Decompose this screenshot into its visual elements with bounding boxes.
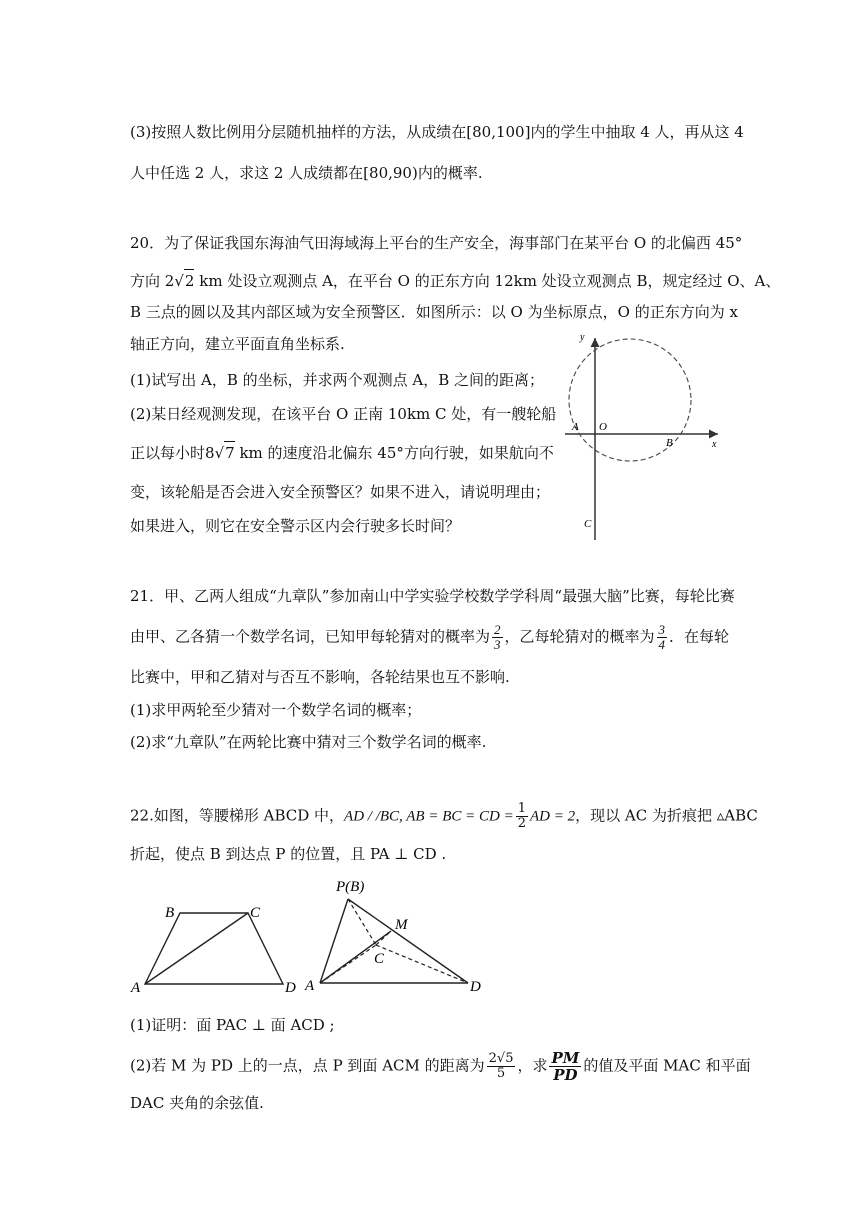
text: ，乙每轮猜对的概率为 (504, 627, 655, 646)
coordinate-figure (560, 330, 730, 545)
point-a-label: A (572, 421, 579, 433)
q20-line2 (130, 269, 780, 292)
vertex-c-label: C (250, 905, 261, 921)
text: 正以每小时 (130, 444, 206, 462)
text: km 处设立观测点 A，在平台 O 的正东方向 12km 处设立观测点 B，规定经过 O、A、 (199, 272, 781, 290)
text: 内的学生中抽取 4 人，再从这 4 (530, 123, 744, 141)
denominator: 4 (658, 637, 666, 652)
interval-80-100: [80,100] (466, 123, 531, 141)
q20-line5: (1)试写出 A，B 的坐标，并求两个观测点 A，B 之间的距离； (130, 371, 545, 389)
q20-line1: 20．为了保证我国东海油气田海域海上平台的生产安全，海事部门在某平台 O 的北偏西 45° (130, 234, 743, 252)
q20-line8: 变，该轮船是否会进入安全预警区？如果不进入，请说明理由； (130, 483, 551, 501)
radicand: 2 (184, 269, 195, 292)
point-o-label: O (599, 421, 607, 433)
vertex-a-label: A (305, 978, 315, 994)
vertex-d-label: D (470, 979, 481, 995)
q20-line6: (2)某日经观测发现，在该平台 O 正南 10km C 处，有一艘轮船 (130, 405, 557, 423)
q22-line1 (130, 802, 758, 831)
q22-line2: 折起，使点 B 到达点 P 的位置，且 PA ⊥ CD . (130, 845, 447, 863)
text: km 的速度沿北偏东 45°方向行驶，如果航向不 (239, 444, 554, 462)
fraction-2sqrt5-5 (487, 1052, 516, 1081)
text: ，求 (517, 1056, 548, 1075)
vertex-b-label: B (165, 905, 175, 921)
numerator: PM (551, 1049, 580, 1067)
q21-line5: (2)求“九章队”在两轮比赛中猜对三个数学名词的概率. (130, 733, 487, 751)
text: 内的概率. (417, 164, 483, 182)
segment-cm (376, 931, 391, 945)
text: ．在每轮 (669, 627, 730, 646)
interval-80-90: [80,90) (363, 164, 418, 182)
q19-part3-line1 (130, 121, 744, 143)
vertex-c-label: C (374, 951, 385, 967)
vertex-p-label: P(B) (336, 879, 365, 895)
q20-line4: 轴正方向，建立平面直角坐标系. (130, 335, 345, 353)
edge-pd (348, 899, 468, 983)
edge-pa (320, 899, 348, 983)
sqrt-sign: √ (214, 444, 225, 462)
text: (2)若 M 为 PD 上的一点，点 P 到面 ACM 的距离为 (130, 1056, 485, 1075)
trapezoid-figure (128, 898, 303, 996)
denominator: 3 (494, 637, 501, 652)
radicand: 7 (224, 441, 235, 464)
vertex-m-label: M (395, 917, 408, 933)
pyramid-figure (300, 875, 495, 995)
q20-line7 (130, 441, 554, 464)
denominator: 2 (517, 816, 526, 831)
denominator: 5 (496, 1066, 506, 1081)
vertex-a-label: A (131, 980, 141, 996)
fraction-pm-pd (549, 1050, 581, 1083)
text: 人中任选 2 人，求这 2 人成绩都在 (130, 164, 364, 182)
q22-line5: DAC 夹角的余弦值. (130, 1094, 264, 1112)
edge-ac (320, 945, 376, 983)
fraction-1-2 (516, 802, 528, 831)
coefficient: 2 (164, 272, 175, 290)
sqrt-sign: √ (174, 272, 184, 290)
q22-line3: (1)证明：面 PAC ⊥ 面 ACD ; (130, 1016, 335, 1034)
vertex-d-label: D (285, 980, 296, 996)
x-axis-label: x (712, 439, 717, 450)
math-expression: AD = 2 (530, 808, 576, 825)
math-expression: AD / /BC, AB = BC = CD = (344, 808, 514, 825)
denominator: PD (553, 1066, 578, 1084)
q21-line2 (130, 623, 729, 652)
text: 由甲、乙各猜一个数学名词，已知甲每轮猜对的概率为 (130, 627, 491, 646)
trapezoid-abcd (145, 913, 283, 984)
text: 的值及平面 MAC 和平面 (583, 1056, 751, 1075)
diagonal-ac (145, 913, 248, 984)
text: (3)按照人数比例用分层随机抽样的方法，从成绩在 (130, 123, 467, 141)
q20-line3: B 三点的圆以及其内部区域为安全预警区．如图所示：以 O 为坐标原点，O 的正东方向为 x (130, 303, 738, 321)
coefficient: 8 (205, 444, 215, 462)
text: ，现以 AC 为折痕把 ▵ABC (575, 806, 758, 825)
q21-line3: 比赛中，甲和乙猜对与否互不影响，各轮结果也互不影响. (130, 668, 510, 686)
edge-pc (348, 899, 376, 945)
fraction-2-3 (492, 623, 503, 652)
y-axis-label: y (580, 332, 585, 343)
q19-part3-line2 (130, 162, 483, 184)
numerator: 2√5 (488, 1051, 514, 1066)
fraction-3-4 (657, 623, 668, 652)
point-b-label: B (666, 437, 673, 449)
q21-line4: (1)求甲两轮至少猜对一个数学名词的概率； (130, 701, 422, 719)
text: 方向 (130, 272, 161, 290)
numerator: 1 (517, 801, 526, 816)
point-c-label: C (584, 518, 592, 530)
q22-line4 (130, 1050, 751, 1083)
numerator: 3 (658, 622, 666, 637)
q21-line1: 21．甲、乙两人组成“九章队”参加南山中学实验学校数学学科周“最强大脑”比赛，每轮比赛 (130, 587, 735, 605)
q20-line9: 如果进入，则它在安全警示区内会行驶多长时间？ (130, 517, 461, 535)
numerator: 2 (494, 622, 501, 637)
text: 22.如图，等腰梯形 ABCD 中， (130, 806, 345, 825)
